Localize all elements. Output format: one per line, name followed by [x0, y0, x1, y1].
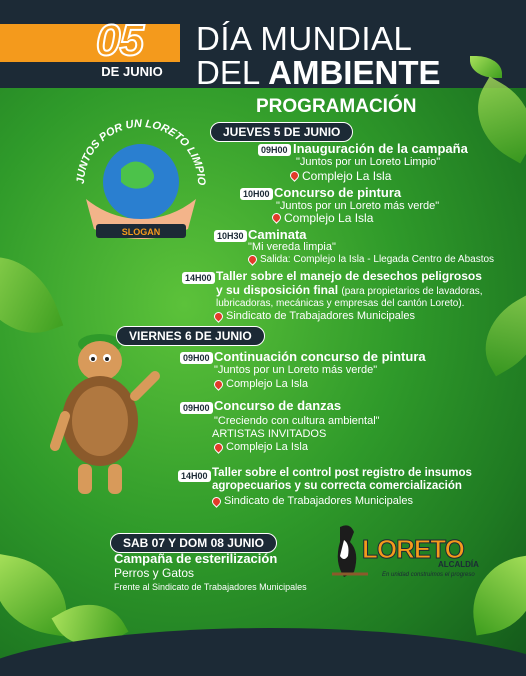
location-pin-icon [212, 378, 225, 391]
event-time: 09H00 [180, 352, 213, 364]
event-title: agropecuarios y su correcta comercialización [212, 480, 462, 492]
event-time: 14H00 [178, 470, 211, 482]
turtle-mascot [50, 326, 160, 506]
event-location: Complejo La Isla [226, 378, 308, 390]
program-title: PROGRAMACIÓN [256, 96, 417, 117]
logo-arc-text: JUNTOS POR UN LORETO LIMPIO [74, 117, 208, 186]
event-time: 10H30 [214, 230, 247, 242]
day-label-thursday: JUEVES 5 DE JUNIO [210, 122, 353, 142]
loreto-logo [330, 520, 480, 590]
location-pin-icon [270, 211, 283, 224]
event-subtitle: "Mi vereda limpia" [248, 241, 336, 253]
logo-badge: SLOGAN [121, 227, 161, 237]
location-pin-icon [212, 310, 225, 323]
title-line-1: DÍA MUNDIAL [196, 20, 413, 57]
event-subtitle: Perros y Gatos [114, 566, 195, 580]
event-location: Sindicato de Trabajadores Municipales [226, 310, 415, 322]
event-title: Inauguración de la campaña [293, 141, 468, 156]
event-title: Concurso de danzas [214, 398, 342, 413]
event-title: Continuación concurso de pintura [214, 349, 426, 364]
event-location: Frente al Sindicato de Trabajadores Municipales [114, 582, 307, 592]
event-note: lubricadoras, mecánicas y empresas del cantón Loreto). [216, 298, 465, 309]
event-time: 09H00 [258, 144, 291, 156]
event-title: y su disposición final (para propietarios de lavadoras, [216, 283, 483, 297]
event-subtitle: "Juntos por un Loreto más verde" [276, 200, 440, 212]
event-time: 14H00 [182, 272, 215, 284]
location-pin-icon [288, 169, 301, 182]
event-location: Complejo La Isla [284, 211, 374, 225]
event-location: Complejo La Isla [302, 169, 392, 183]
loreto-tagline: En unidad construimos el progreso [382, 572, 475, 578]
event-location: Salida: Complejo la Isla - Llegada Centro de Abastos [260, 254, 495, 265]
event-time: 09H00 [180, 402, 213, 414]
loreto-subtitle: ALCALDÍA [438, 560, 479, 569]
event-title: Taller sobre el manejo de desechos peligrosos [216, 269, 482, 283]
event-title: Caminata [248, 227, 307, 242]
title-line-2: DEL AMBIENTE [196, 54, 441, 91]
location-pin-icon [246, 253, 259, 266]
leaf-decoration-icon [460, 77, 526, 164]
event-subtitle: "Juntos por un Loreto Limpio" [296, 156, 441, 168]
event-title: Taller sobre el control post registro de insumos [212, 467, 472, 479]
location-pin-icon [210, 495, 223, 508]
event-extra: ARTISTAS INVITADOS [212, 428, 327, 440]
event-title: Concurso de pintura [274, 185, 402, 200]
date-number: 05 [96, 16, 143, 65]
leaf-decoration-icon [468, 294, 526, 377]
event-subtitle: "Juntos por un Loreto más verde" [214, 364, 378, 376]
date-month: DE JUNIO [101, 64, 163, 79]
event-time: 10H00 [240, 188, 273, 200]
date-orange-band [0, 24, 180, 62]
loreto-wordmark: LORETO [362, 534, 464, 564]
location-pin-icon [212, 441, 225, 454]
day-label-friday: VIERNES 6 DE JUNIO [116, 326, 265, 346]
event-title: Campaña de esterilización [114, 551, 278, 566]
day-label-weekend: SAB 07 Y DOM 08 JUNIO [110, 533, 277, 553]
event-location: Sindicato de Trabajadores Municipales [224, 495, 413, 507]
campaign-logo [66, 104, 216, 254]
event-location: Complejo La Isla [226, 441, 308, 453]
event-subtitle: "Creciendo con cultura ambiental" [214, 415, 380, 427]
